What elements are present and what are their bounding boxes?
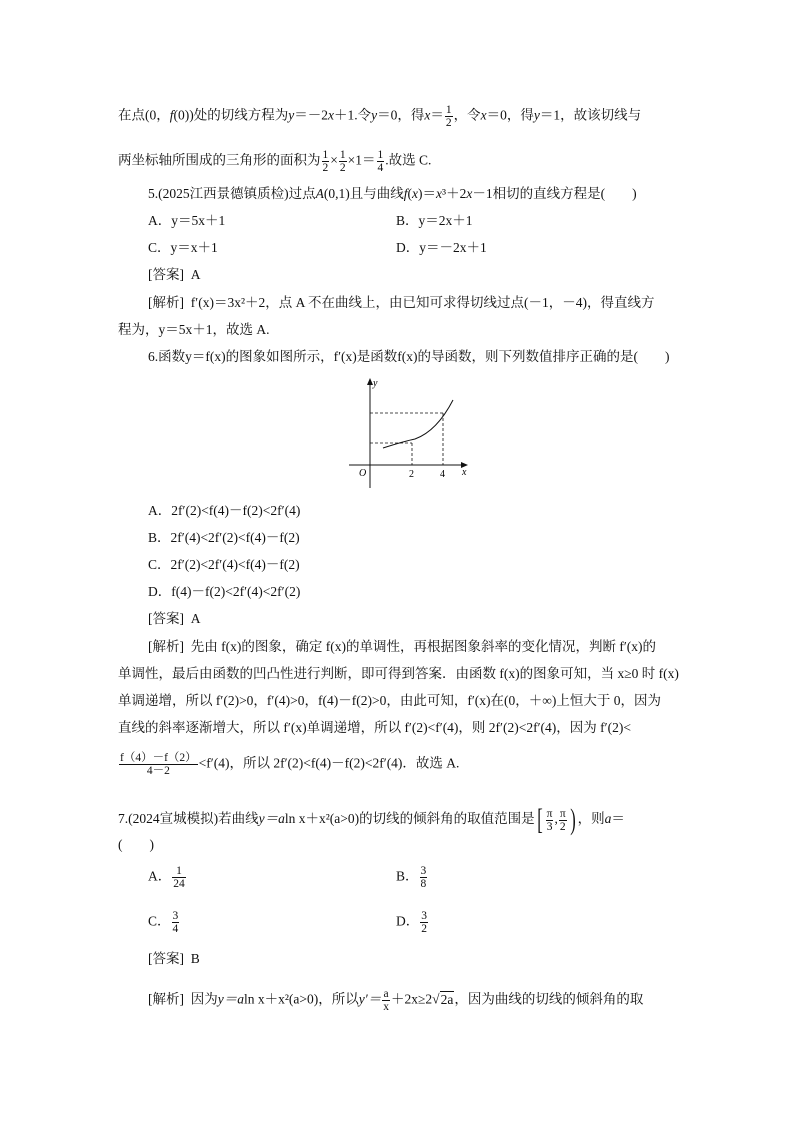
q7-stem: 7.(2024宣城模拟)若曲线y＝aln x＋x²(a>0)的切线的倾斜角的取值范围是[ $\frac{\pi}{3}$ , $\frac{\pi}{2}$ ) ，则a＝ <box>118 803 625 836</box>
fraction-half: $\frac{1}{2}$ <box>445 104 452 129</box>
q4-line2: 两坐标轴所围成的三角形的面积为 $\frac{1}{2}$ × $\frac{1}{2}$ ×1＝ $\frac{1}{4}$ .故选 C. <box>118 149 432 174</box>
tick-label-4: 4 <box>440 469 445 480</box>
y-axis-label: y <box>373 378 378 389</box>
q6-analysis-line1: [解析] 先由 f(x)的图象，确定 f(x)的单调性，再根据图象斜率的变化情况，判断 f′(x)的 <box>148 639 657 654</box>
q7-analysis-line1: [解析] 因为y＝aln x＋x²(a>0)，所以y′＝ $\frac{a}{x}$ ＋2x≥2√2a，因为曲线的切线的倾斜角的取 <box>148 988 644 1013</box>
q7-option-c: C． $\frac{3}{4}$ <box>148 910 179 935</box>
curve <box>383 400 453 448</box>
q5-stem: 5.(2025江西景德镇质检)过点A(0,1)且与曲线f(x)＝x³＋2x－1相切的直线方程是( ) <box>148 186 637 201</box>
q6-analysis-line2: 单调性，最后由函数的凹凸性进行判断，即可得到答案．由函数 f(x)的图象可知，当 x≥0 时 f(x) <box>118 666 679 681</box>
origin-label: O <box>359 468 367 479</box>
q7-option-b: B． $\frac{3}{8}$ <box>396 865 427 890</box>
fraction-opt-b: $\frac{3}{8}$ <box>420 865 427 890</box>
q6-analysis-line5: $\frac{f(4)-f(2)}{4-2}$ <f′(4)，所以 2f′(2)<f(4)－f(2)<2f′(4)．故选 A. <box>120 752 460 777</box>
fraction-pi-2: $\frac{\pi}{2}$ <box>559 807 566 833</box>
q6-option-b: B．2f′(4)<2f′(2)<f(4)－f(2) <box>148 530 300 545</box>
q6-stem: 6.函数y＝f(x)的图象如图所示，f′(x)是函数f(x)的导函数，则下列数值排序正确的是( ) <box>148 349 670 364</box>
q7-option-d: D． $\frac{3}{2}$ <box>396 910 427 935</box>
q4-line1: 在点(0，f(0))处的切线方程为y＝－2x＋1.令y＝0，得x＝ $\frac{1}{2}$ ，令x＝0，得y＝1，故该切线与 <box>118 104 642 129</box>
q6-function-graph <box>345 376 473 490</box>
fraction-opt-a: $\frac{1}{24}$ <box>173 865 185 890</box>
q6-option-c: C．2f′(2)<2f′(4)<f(4)－f(2) <box>148 557 300 572</box>
q6-answer: [答案] A <box>148 611 201 626</box>
fraction-3: $\frac{1}{4}$ <box>377 149 384 174</box>
q5-option-d: D．y＝－2x＋1 <box>396 240 487 255</box>
q5-analysis-line2: 程为，y＝5x＋1，故选 A. <box>118 322 270 337</box>
q7-paren: ( ) <box>118 837 154 852</box>
q5-answer: [答案] A <box>148 267 201 282</box>
q5-option-c: C．y＝x＋1 <box>148 240 218 255</box>
fraction-opt-d: $\frac{3}{2}$ <box>421 910 427 935</box>
q5-option-b: B．y＝2x＋1 <box>396 213 473 228</box>
fraction-secant: $\frac{f(4)-f(2)}{4-2}$ <box>120 752 197 777</box>
fraction-a-over-x: $\frac{a}{x}$ <box>383 988 389 1013</box>
q6-option-d: D．f(4)－f(2)<2f′(4)<2f′(2) <box>148 584 301 599</box>
q7-option-a: A． $\frac{1}{24}$ <box>148 865 185 890</box>
fraction-opt-c: $\frac{3}{4}$ <box>172 910 179 935</box>
tick-label-2: 2 <box>409 469 414 480</box>
fraction-pi-3: $\frac{\pi}{3}$ <box>546 807 553 833</box>
q6-option-a: A．2f′(2)<f(4)－f(2)<2f′(4) <box>148 503 301 518</box>
q7-answer: [答案] B <box>148 951 200 966</box>
q6-analysis-line3: 单调递增，所以 f′(2)>0，f′(4)>0，f(4)－f(2)>0，由此可知，f′(x)在(0，＋∞)上恒大于 0，因为 <box>118 693 661 708</box>
q5-option-a: A．y＝5x＋1 <box>148 213 226 228</box>
fraction-2: $\frac{1}{2}$ <box>339 149 346 174</box>
x-axis-label: x <box>462 467 467 478</box>
q6-analysis-line4: 直线的斜率逐渐增大，所以 f′(x)单调递增，所以 f′(2)<f′(4)，则 2f′(2)<2f′(4)，因为 f′(2)< <box>118 720 631 735</box>
fraction-1: $\frac{1}{2}$ <box>322 149 329 174</box>
q5-analysis-line1: [解析] f′(x)＝3x²＋2，点 A 不在曲线上，由已知可求得切线过点(－1，－4)，得直线方 <box>148 295 655 310</box>
